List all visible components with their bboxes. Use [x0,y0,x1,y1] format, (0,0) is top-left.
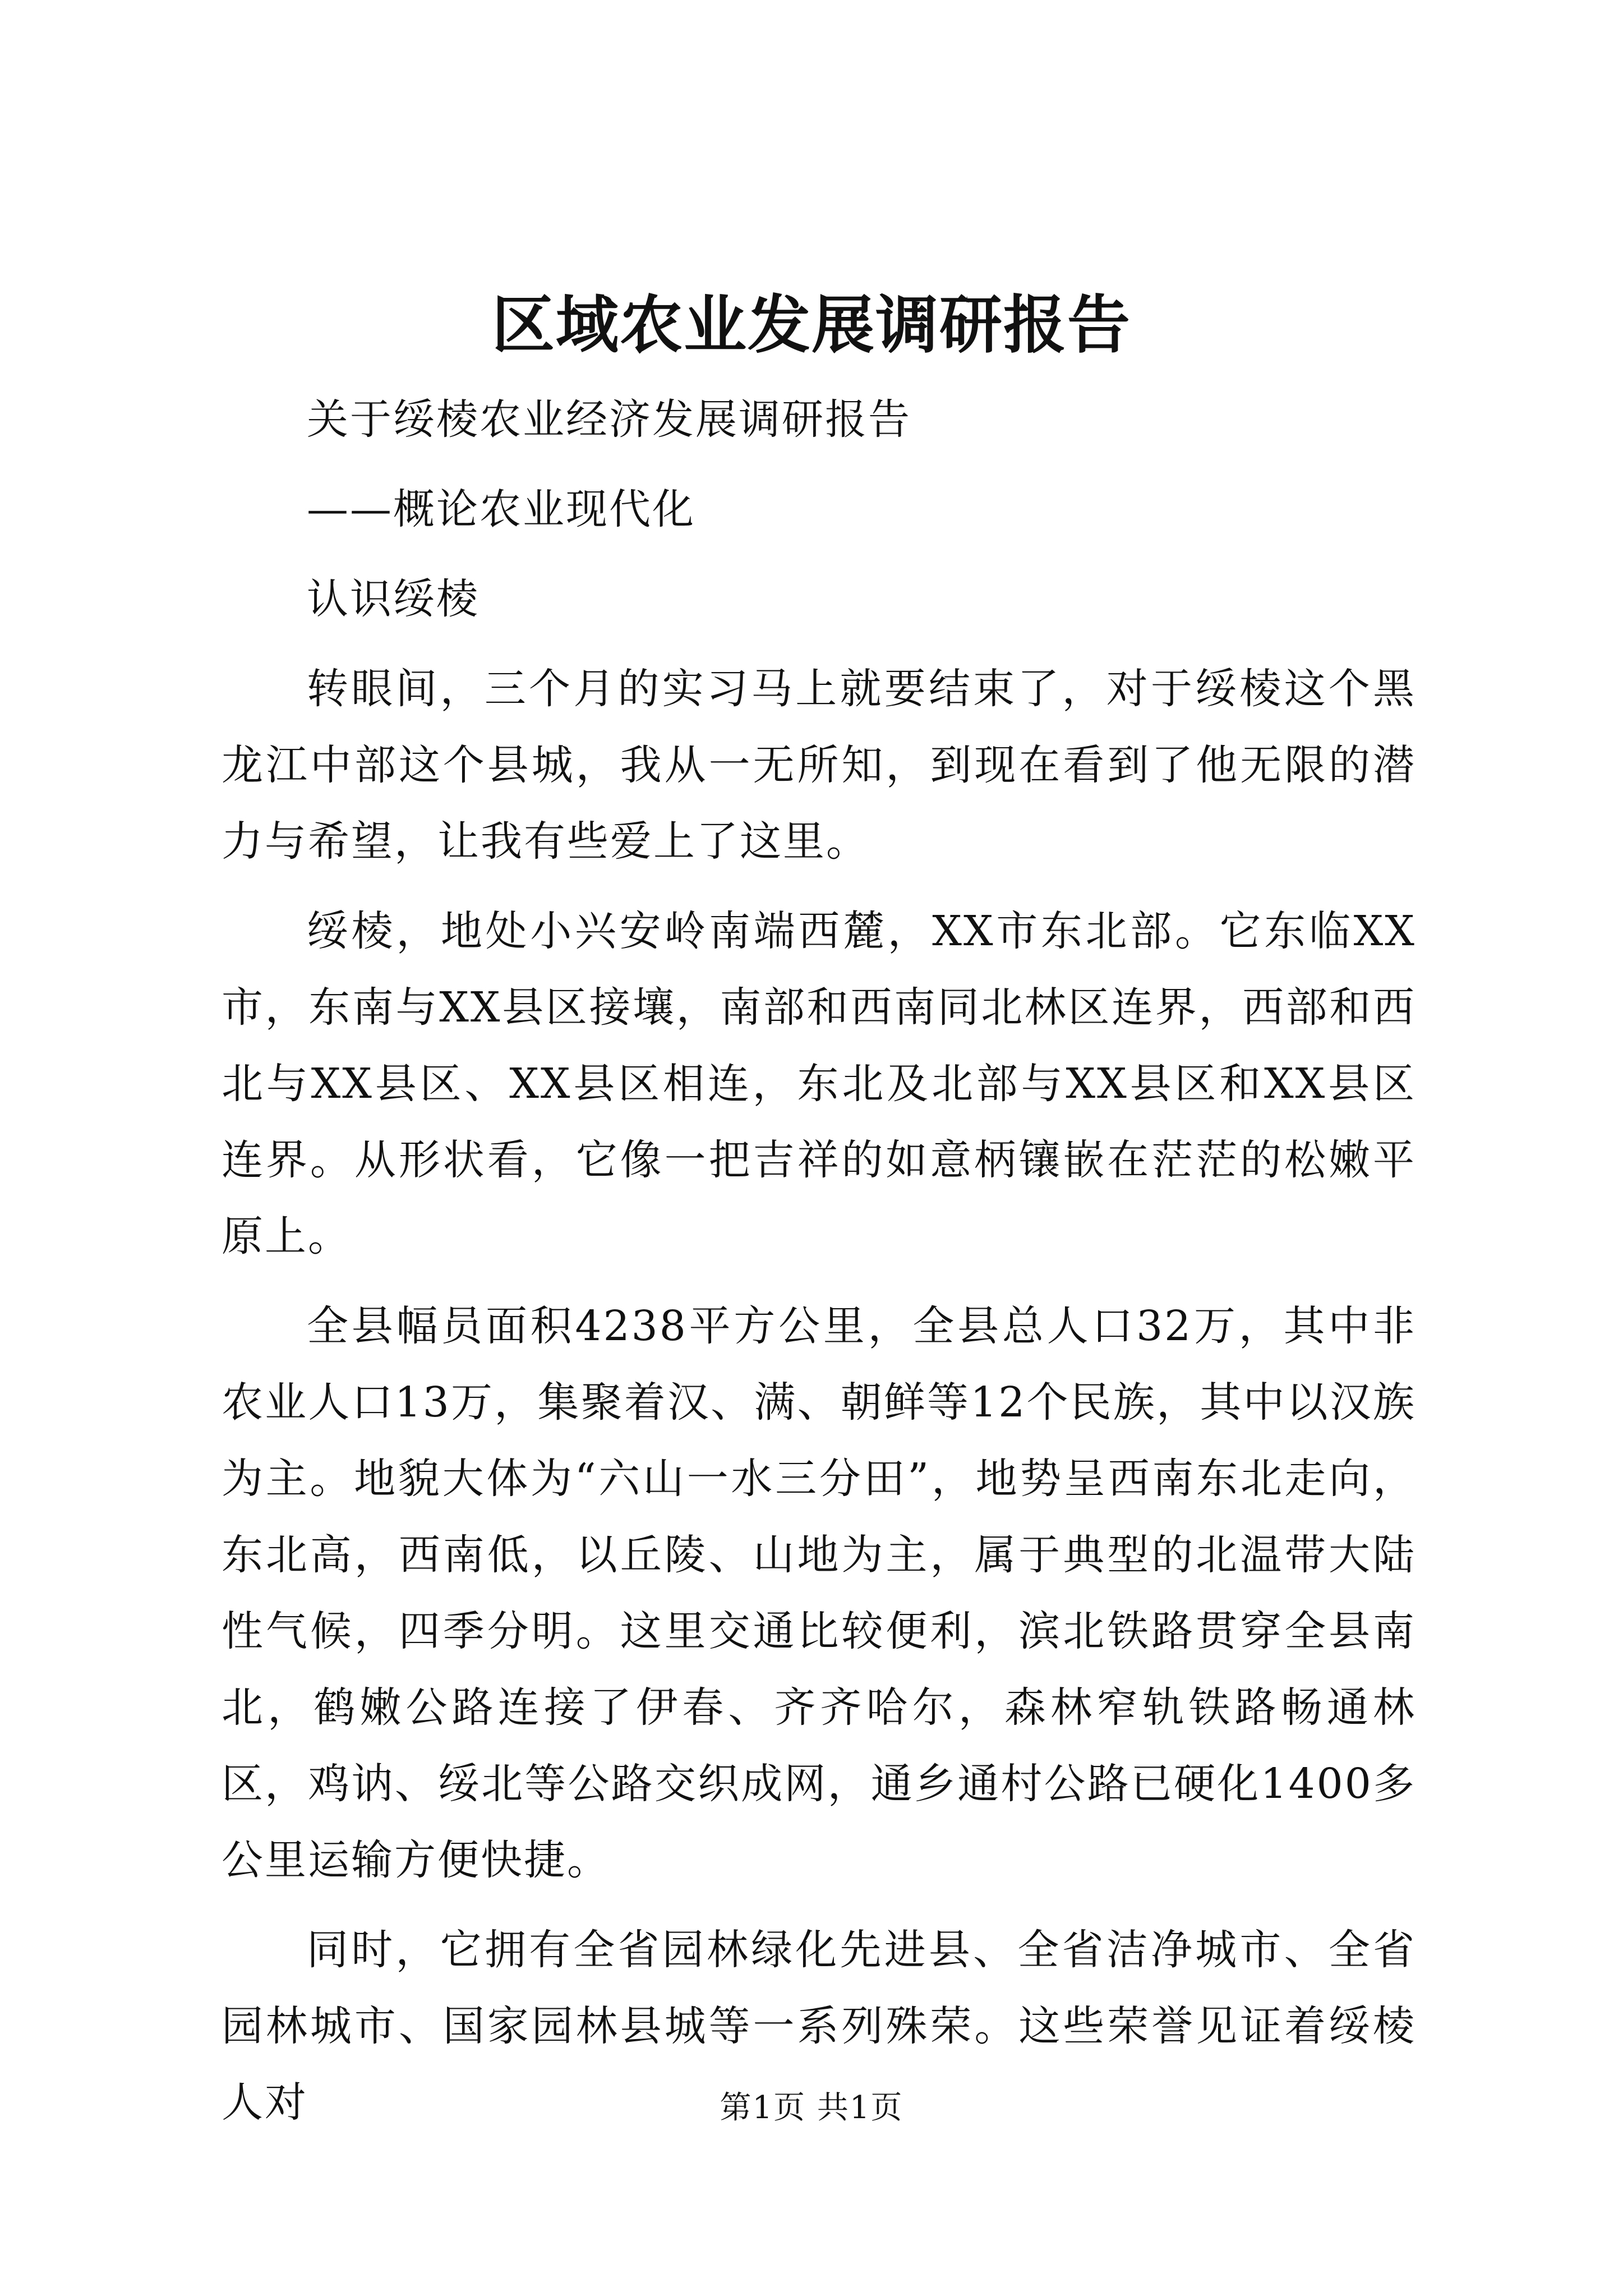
body-paragraph: 绥棱，地处小兴安岭南端西麓，XX市东北部。它东临XX市，东南与XX县区接壤，南部和西南同北林区连界，西部和西北与XX县区、XX县区相连，东北及北部与XX县区和XX县区连界。从形状看，它像一把吉祥的如意柄镶嵌在茫茫的松嫩平原上。 [222,907,1416,1260]
body-paragraph: 同时，它拥有全省园林绿化先进县、全省洁净城市、全省园林城市、国家园林县城等一系列殊荣。这些荣誉见证着绥棱人对 [222,1926,1416,2127]
subtitle-paragraph: 关于绥棱农业经济发展调研报告 [307,395,911,444]
section-heading: 认识绥棱 [307,575,479,623]
page-footer: 第1页 共1页 [720,2090,903,2126]
document-body [222,381,1416,2154]
body-paragraph: 全县幅员面积4238平方公里，全县总人口32万，其中非农业人口13万，集聚着汉、满、朝鲜等12个民族，其中以汉族为主。地貌大体为“六山一水三分田”，地势呈西南东北走向，东北高，西南低，以丘陵、山地为主，属于典型的北温带大陆性气候，四季分明。这里交通比较便利，滨北铁路贯穿全县南北，鹤嫩公路连接了伊春、齐齐哈尔，森林窄轨铁路畅通林区，鸡讷、绥北等公路交织成网，通乡通村公路已硬化1400多公里运输方便快捷。 [222,1302,1416,1884]
subheading-paragraph: ——概论农业现代化 [307,485,695,533]
document-title: 区域农业发展调研报告 [492,288,1131,362]
body-paragraph: 转眼间，三个月的实习马上就要结束了，对于绥棱这个黑龙江中部这个县城，我从一无所知，到现在看到了他无限的潜力与希望，让我有些爱上了这里。 [222,665,1416,866]
